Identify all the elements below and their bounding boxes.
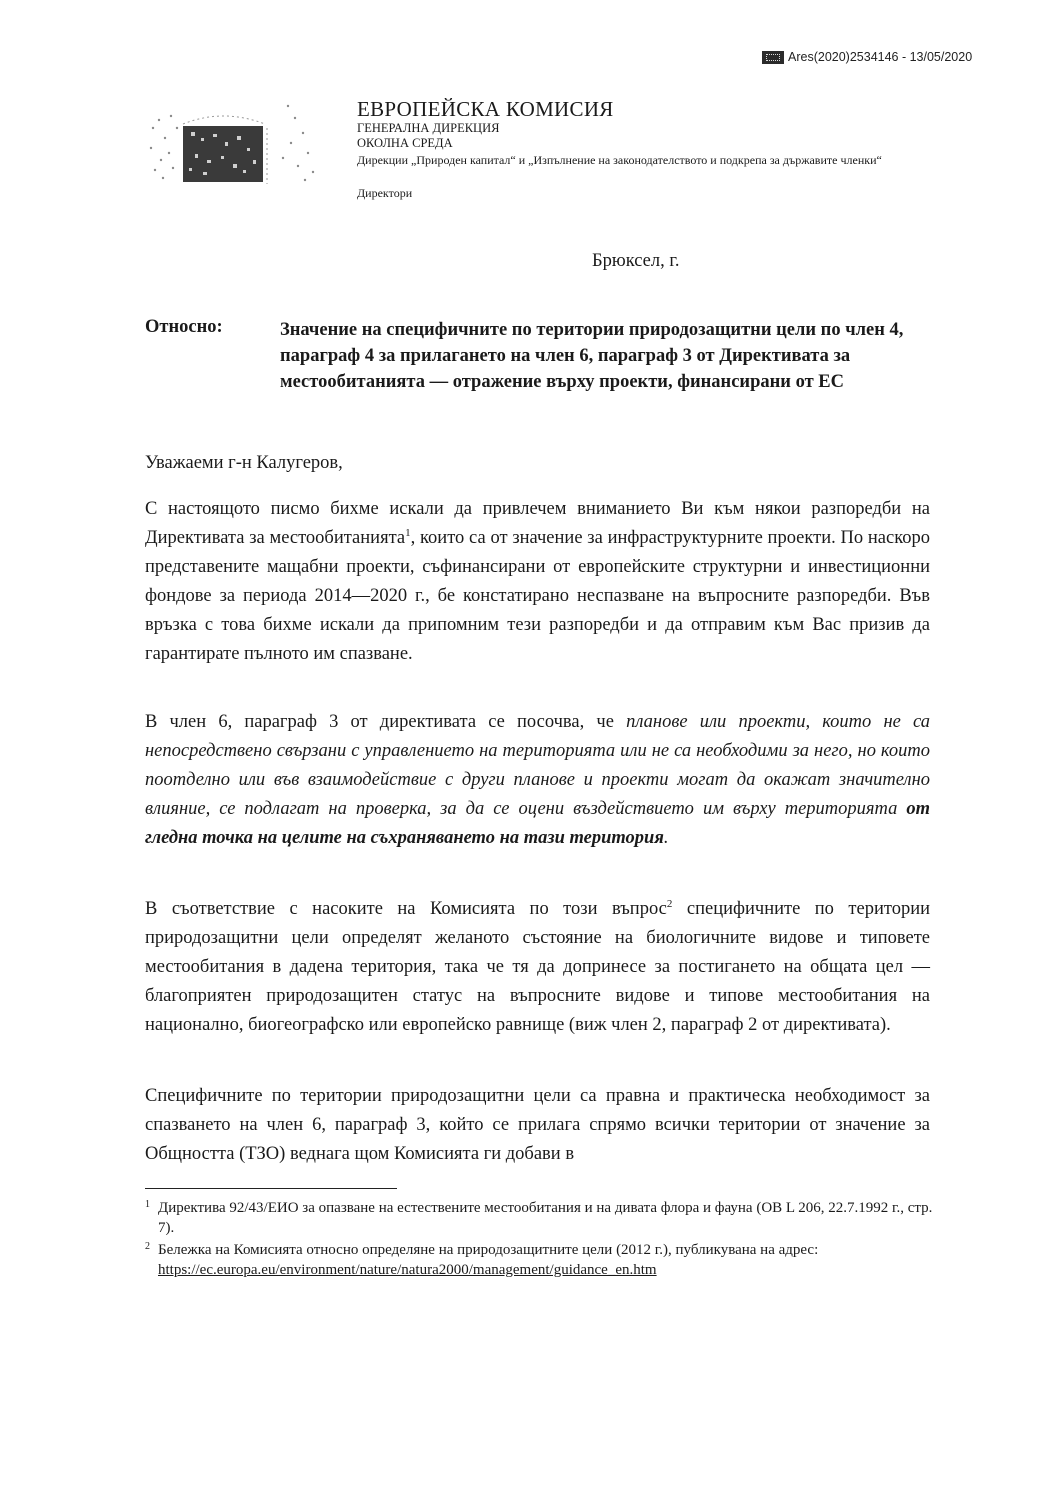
paragraph-1 <box>145 495 930 669</box>
paragraph-1-part-1: С настоящото писмо бихме искали да привлечем вниманието Ви към някои разпоредби на Директивата за местообитанията <box>145 499 930 548</box>
subject-label: Относно: <box>145 317 223 337</box>
salutation: Уважаеми г-н Калугеров, <box>145 453 343 473</box>
place-date: Брюксел, г. <box>592 251 680 271</box>
footnote-2-number: 2 <box>145 1241 150 1252</box>
subject-text: Значение на специфичните по територии природозащитни цели по член 4, параграф 4 за прилагането на член 6, параграф 3 от Директивата за местообитанията — отражение върху проекти, финансирани от ЕС <box>280 320 904 392</box>
paragraph-2-emphasis: от гледна точка на целите на съхраняването на тази територия <box>145 799 930 848</box>
reference-text: Ares(2020)2534146 - 13/05/2020 <box>788 50 973 64</box>
footnotes <box>145 1198 935 1280</box>
document-reference <box>762 50 972 64</box>
environment-label: ОКОЛНА СРЕДА <box>357 136 453 150</box>
paragraph-3-part-1: В съответствие с насоките на Комисията по този въпрос <box>145 899 667 919</box>
paragraph-2-intro: В член 6, параграф 3 от директивата се посочва, че <box>145 712 627 732</box>
paragraph-2 <box>145 708 930 853</box>
european-commission-logo <box>143 98 333 188</box>
paragraph-2-quote: планове или проекти, които не са непосредствено свързани с управлението на територията или не са необходими за него, но които поотделно или във взаимодействие с други планове и проекти могат да окажат значително влияние, се подлагат на проверка, за да се оцени въздействието им върху територията <box>145 712 930 819</box>
paragraph-2-end: . <box>663 828 669 848</box>
organization-block <box>357 97 937 201</box>
paragraph-4: Специфичните по територии природозащитни цели са правна и практическа необходимост за спазването на член 6, параграф 3, който се прилага спрямо всички територии от значение за Общността (ТЗО) веднага щом Комисията ги добави в <box>145 1086 930 1164</box>
footnote-ref-2: 2 <box>666 897 673 910</box>
footnote-1 <box>145 1198 935 1238</box>
directorates-line: Дирекции „Природен капитал“ и „Изпълнение на законодателството и подкрепа за държавите членки“ <box>357 153 882 167</box>
footnote-separator <box>145 1188 397 1189</box>
footnote-2-text: Бележка на Комисията относно определяне на природозащитните цели (2012 г.), публикувана на адрес: <box>158 1242 819 1258</box>
footnote-1-text: Директива 92/43/ЕИО за опазване на естествените местообитания и на дивата флора и фауна (ОВ L 206, 22.7.1992 г., стр. 7). <box>158 1200 933 1236</box>
guidance-link[interactable]: https://ec.europa.eu/environment/nature/natura2000/management/guidance_en.htm <box>158 1262 657 1278</box>
paragraph-1-part-2: , които са от значение за инфраструктурните проекти. По наскоро представените мащабни проекти, съфинансирани от европейските структурни и инвестиционни фондове за периода 2014—2020 г., бе констатирано неспазване на въпросните разпоредби. Във връзка с това бихме искали да припомним тези разпоредби и да отправим към Вас призив да гарантирате пълното им спазване. <box>145 528 930 664</box>
footnote-2 <box>145 1240 935 1280</box>
paragraph-3-part-2: специфичните по територии природозащитни цели определят желаното състояние на биологичните видове и типовете местообитания в дадена територия, така че тя да допринесе за постигането на общата цел — благоприятен природозащитен статус на въпросните видове и типове местообитания на национално, биогеографско или европейско равнище (виж член 2, параграф 2 от директивата). <box>145 899 930 1035</box>
directorate-general: ГЕНЕРАЛНА ДИРЕКЦИЯ <box>357 121 500 135</box>
directors-label: Директори <box>357 186 413 200</box>
organization-name: ЕВРОПЕЙСКА КОМИСИЯ <box>357 97 614 121</box>
paragraph-3 <box>145 895 930 1040</box>
footnote-1-number: 1 <box>145 1199 150 1210</box>
barcode-icon <box>762 51 784 64</box>
footnote-ref-1: 1 <box>405 526 411 539</box>
